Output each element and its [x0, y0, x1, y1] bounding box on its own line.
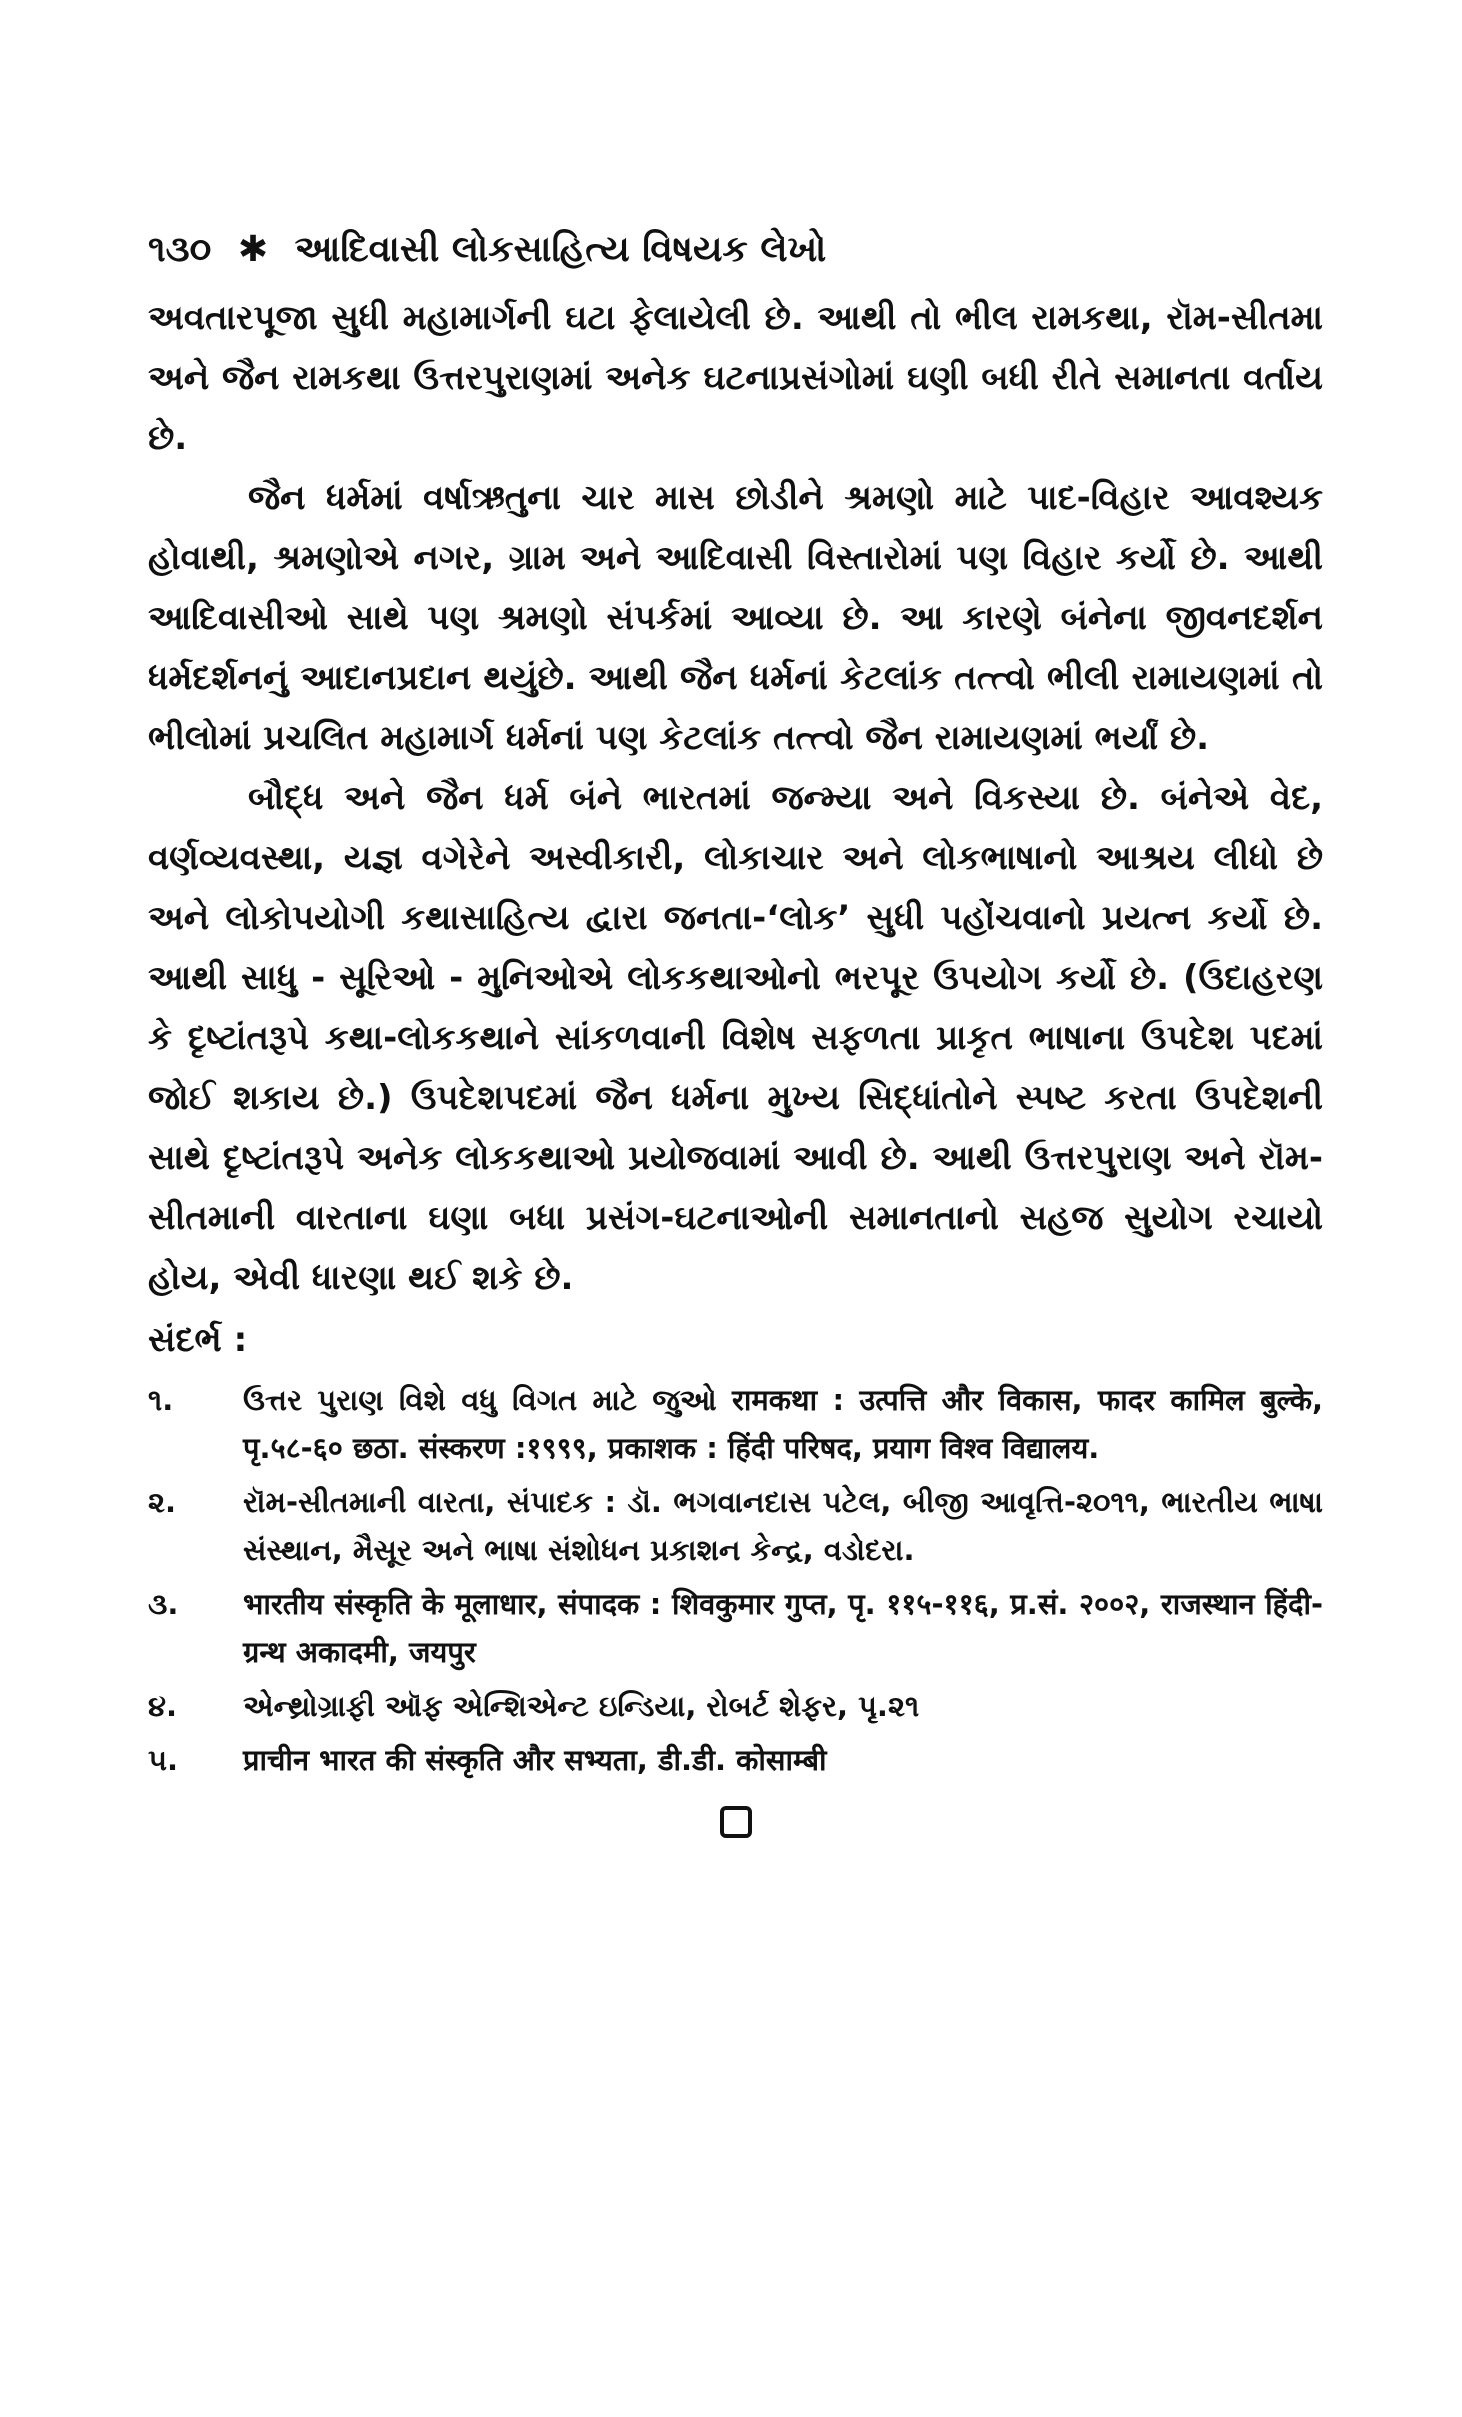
reference-item: [148, 1682, 1323, 1730]
reference-text: भारतीय संस्कृति के मूलाधार, संपादक : शिवकुमार गुप्त, पृ. ११५-११६, प्र.सं. २००२, राजस्थान हिंदी-ग्रन्थ अकादमी, जयपुर: [243, 1587, 1323, 1669]
end-mark: [148, 1806, 1323, 1842]
body-paragraph-2: જૈન ધર્મમાં વર્ષાઋતુના ચાર માસ છોડીને શ્રમણો માટે પાદ-વિહાર આવશ્યક હોવાથી, શ્રમણોએ નગર, ગ્રામ અને આદિવાસી વિસ્તારોમાં પણ વિહાર કર્યો છે. આથી આદિવાસીઓ સાથે પણ શ્રમણો સંપર્કમાં આવ્યા છે. આ કારણે બંનેના જીવનદર્શન ધર્મદર્શનનું આદાનપ્રદાન થયુંછે. આથી જૈન ધર્મનાં કેટલાંક તત્ત્વો ભીલી રામાયણમાં તો ભીલોમાં પ્રચલિત મહામાર્ગ ધર્મનાં પણ કેટલાંક તત્ત્વો જૈન રામાયણમાં ભર્યાં છે.: [148, 478, 1323, 758]
reference-item: [148, 1580, 1323, 1676]
asterisk-separator-icon: ✱: [237, 229, 269, 270]
square-end-mark-icon: [720, 1806, 752, 1838]
reference-number: ૩.: [148, 1587, 179, 1621]
document-page: [148, 220, 1323, 1842]
reference-number: ૧.: [148, 1383, 174, 1417]
body-paragraph-3: બૌદ્ધ અને જૈન ધર્મ બંને ભારતમાં જન્મ્યા અને વિકસ્યા છે. બંનેએ વેદ, વર્ણવ્યવસ્થા, યજ્ઞ વગેરેને અસ્વીકારી, લોકાચાર અને લોકભાષાનો આશ્રય લીધો છે અને લોકોપયોગી કથાસાહિત્ય દ્વારા જનતા-‘લોક’ સુધી પહોંચવાનો પ્રયત્ન કર્યો છે. આથી સાધુ - સૂરિઓ - મુનિઓએ લોકકથાઓનો ભરપૂર ઉપયોગ કર્યો છે. (ઉદાહરણ કે દૃષ્ટાંતરૂપે કથા-લોકકથાને સાંકળવાની વિશેષ સફળતા પ્રાકૃત ભાષાના ઉપદેશ પદમાં જોઈ શકાય છે.) ઉપદેશપદમાં જૈન ધર્મના મુખ્ય સિદ્ધાંતોને સ્પષ્ટ કરતા ઉપદેશની સાથે દૃષ્ટાંતરૂપે અનેક લોકકથાઓ પ્રયોજવામાં આવી છે. આથી ઉત્તરપુરાણ અને રૉમ-સીતમાની વારતાના ઘણા બધા પ્રસંગ-ઘટનાઓની સમાનતાનો સહજ સુયોગ રચાયો હોય, એવી ધારણા થઈ શકે છે.: [148, 778, 1323, 1298]
book-title: આદિવાસી લોકસાહિત્ય વિષયક લેખો: [294, 229, 827, 270]
reference-text: ઉત્તર પુરાણ વિશે વધુ વિગત માટે જુઓ रामकथा : उत्पत्ति और विकास, फादर कामिल बुल्के, पृ.५८-६० छठा. संस्करण :१९९९, प्रकाशक : हिंदी परिषद, प्रयाग विश्व विद्यालय.: [243, 1383, 1323, 1465]
body-paragraph-1: અવતારપૂજા સુધી મહામાર્ગની ઘટા ફેલાયેલી છે. આથી તો ભીલ રામકથા, રૉમ-સીતમા અને જૈન રામકથા ઉત્તરપુરાણમાં અનેક ઘટનાપ્રસંગોમાં ઘણી બધી રીતે સમાનતા વર્તાય છે.: [148, 298, 1323, 458]
references-heading: સંદર્ભ :: [148, 1320, 248, 1360]
reference-item: [148, 1736, 1323, 1784]
references-list: [148, 1376, 1323, 1784]
reference-item: [148, 1376, 1323, 1472]
running-header: [148, 220, 1323, 280]
reference-item: [148, 1478, 1323, 1574]
reference-text: प्राचीन भारत की संस्कृति और सभ्यता, डी.डी. कोसाम्बी: [243, 1743, 827, 1777]
reference-text: રૉમ-સીતમાની વારતા, સંપાદક : ડૉ. ભગવાનદાસ પટેલ, બીજી આવૃત્તિ-૨૦૧૧, ભારતીય ભાષા સંસ્થાન, મૈસૂર અને ભાષા સંશોધન પ્રકાશન કેન્દ્ર, વડોદરા.: [243, 1485, 1323, 1567]
page-number: ૧૩૦: [148, 229, 212, 270]
reference-number: ૨.: [148, 1485, 177, 1519]
reference-number: ૫.: [148, 1743, 179, 1777]
reference-text: એન્થ્રોગ્રાફી ઑફ એન્શિએન્ટ ઇન્ડિયા, રોબર્ટ શેફર, પૃ.૨૧: [243, 1689, 920, 1723]
reference-number: ૪.: [148, 1689, 177, 1723]
